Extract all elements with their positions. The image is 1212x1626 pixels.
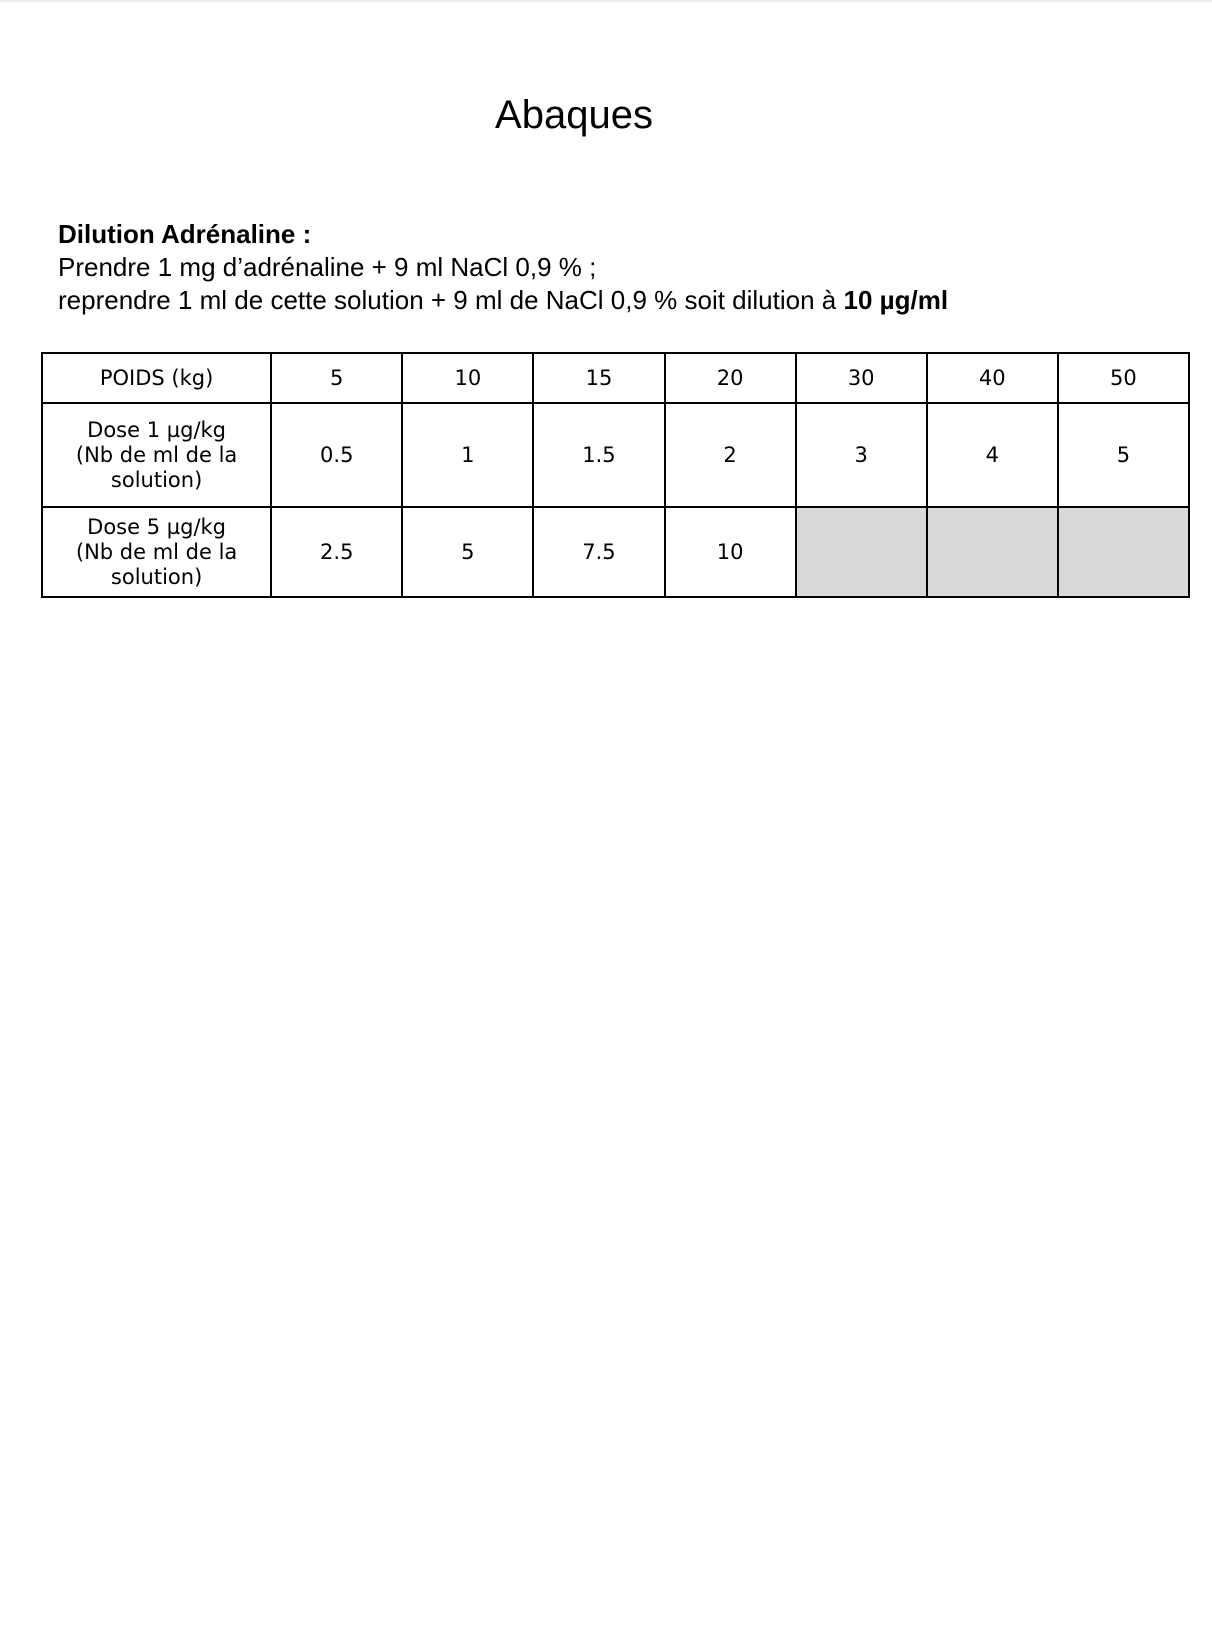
weight-cell: 30 — [796, 353, 927, 403]
dilution-line-1: Prendre 1 mg d’adrénaline + 9 ml NaCl 0,9 % ; — [58, 252, 597, 282]
weight-cell: 5 — [271, 353, 402, 403]
weight-cell: 40 — [927, 353, 1058, 403]
row-label-line: Dose 1 µg/kg — [87, 417, 227, 442]
value-cell: 0.5 — [271, 403, 402, 507]
page-top-rule — [0, 0, 1212, 2]
value-cell: 2 — [665, 403, 796, 507]
row-label-line: solution) — [110, 564, 203, 589]
header-label-cell: POIDS (kg) — [42, 353, 271, 403]
table-row-dose-1 — [42, 403, 1189, 507]
row-label-line: (Nb de ml de la — [75, 539, 238, 564]
table-header-row — [42, 353, 1189, 403]
dilution-line-2-text: reprendre 1 ml de cette solution + 9 ml de NaCl 0,9 % soit dilution à — [58, 285, 844, 315]
row-label-dose-1 — [42, 403, 271, 507]
row-label-line: Dose 5 µg/kg — [87, 514, 227, 539]
empty-shaded-cell — [1058, 507, 1189, 597]
value-cell: 5 — [402, 507, 533, 597]
weight-cell: 20 — [665, 353, 796, 403]
value-cell: 2.5 — [271, 507, 402, 597]
value-cell: 5 — [1058, 403, 1189, 507]
row-label-line: (Nb de ml de la — [75, 442, 238, 467]
value-cell: 1 — [402, 403, 533, 507]
value-cell: 1.5 — [533, 403, 664, 507]
abaque-table — [41, 352, 1190, 598]
table-row-dose-5 — [42, 507, 1189, 597]
dilution-concentration: 10 µg/ml — [843, 285, 949, 315]
page-title: Abaques — [495, 93, 653, 137]
value-cell: 7.5 — [533, 507, 664, 597]
empty-shaded-cell — [796, 507, 927, 597]
value-cell: 4 — [927, 403, 1058, 507]
weight-cell: 15 — [533, 353, 664, 403]
dilution-heading: Dilution Adrénaline : — [58, 219, 312, 249]
value-cell: 10 — [665, 507, 796, 597]
dilution-block — [58, 218, 1138, 317]
dilution-line-2 — [58, 284, 1138, 317]
row-label-dose-5 — [42, 507, 271, 597]
weight-cell: 10 — [402, 353, 533, 403]
value-cell: 3 — [796, 403, 927, 507]
weight-cell: 50 — [1058, 353, 1189, 403]
empty-shaded-cell — [927, 507, 1058, 597]
row-label-line: solution) — [110, 467, 203, 492]
